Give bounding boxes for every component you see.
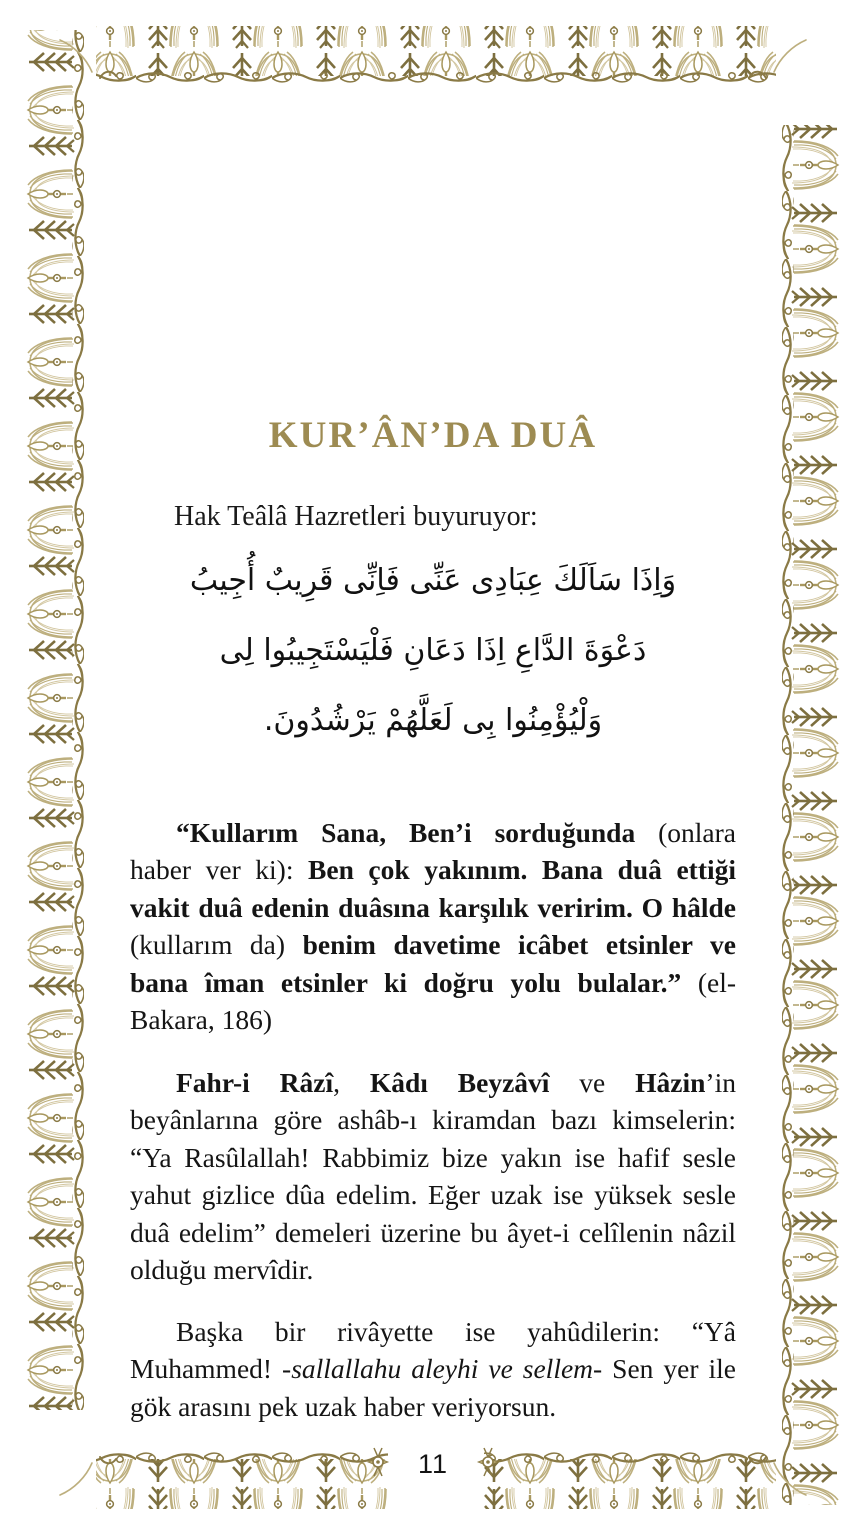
- arabic-line-3: وَلْيُؤْمِنُوا بِى لَعَلَّهُمْ يَرْشُدُونَ.: [263, 703, 603, 738]
- text-run-regular: ,: [333, 1066, 370, 1098]
- paragraph-quran-translation: [130, 814, 736, 1039]
- text-run-italic: -sallallahu aleyhi ve sellem-: [282, 1353, 603, 1384]
- text-run-regular: (kullarım da): [130, 929, 303, 960]
- page-content: [130, 0, 736, 1535]
- text-run-bold: benim davetime icâbet etsinler ve bana îman etsinler ki doğru yolu bulalar.”: [130, 929, 736, 998]
- page-number: 11: [417, 1449, 449, 1479]
- arabic-verse: [130, 546, 736, 756]
- text-run-bold: Kâdı Beyzâvî: [369, 1066, 550, 1098]
- text-run-regular: Başka bir rivâyette ise yahûdilerin: “Yâ Muhammed!: [130, 1315, 736, 1384]
- text-run-regular: ve: [549, 1066, 636, 1098]
- paragraph-narration: [130, 1313, 736, 1426]
- text-run-regular: (onlara haber ver ki):: [130, 816, 736, 885]
- arabic-line-1: وَاِذَا سَاَلَكَ عِبَادِى عَنِّى فَاِنِّى قَرِيبٌ أُجِيبُ: [189, 563, 677, 598]
- paragraph-commentators: [130, 1064, 736, 1289]
- intro-line: Hak Teâlâ Hazretleri buyuruyor:: [174, 501, 538, 532]
- arabic-line-2: دَعْوَةَ الدَّاعِ اِذَا دَعَانِ فَلْيَسْتَجِيبُوا لِى: [219, 633, 647, 668]
- page-title: KUR’ÂN’DA DUÂ: [268, 414, 598, 456]
- text-run-bold: Fahr-i Râzî: [176, 1066, 334, 1098]
- border-right: [782, 125, 840, 1505]
- text-run-bold: Hâzin: [635, 1066, 706, 1098]
- text-run-bold: “Kullarım Sana, Ben’i sorduğunda: [176, 816, 659, 848]
- text-run-regular: Sen yer ile gök arasını pek uzak haber veriyorsun.: [130, 1353, 736, 1422]
- border-left: [26, 30, 84, 1410]
- text-run-regular: (el-Bakara, 186): [130, 966, 736, 1035]
- text-run-bold: Ben çok yakınım. Bana duâ ettiği vakit duâ edenin duâsına karşılık veririm. O hâlde: [130, 854, 737, 923]
- text-run-regular: ’in beyânlarına göre ashâb-ı kiramdan bazı kimselerin: “Ya Rasûlallah! Rabbimiz bize yakın ise hafif sesle yahut gizlice dûa edelim. Eğer uzak ise yüksek sesle duâ edelim” demeleri üzerine bu âyet-i celîlenin nâzil olduğu mervîdir.: [130, 1066, 736, 1285]
